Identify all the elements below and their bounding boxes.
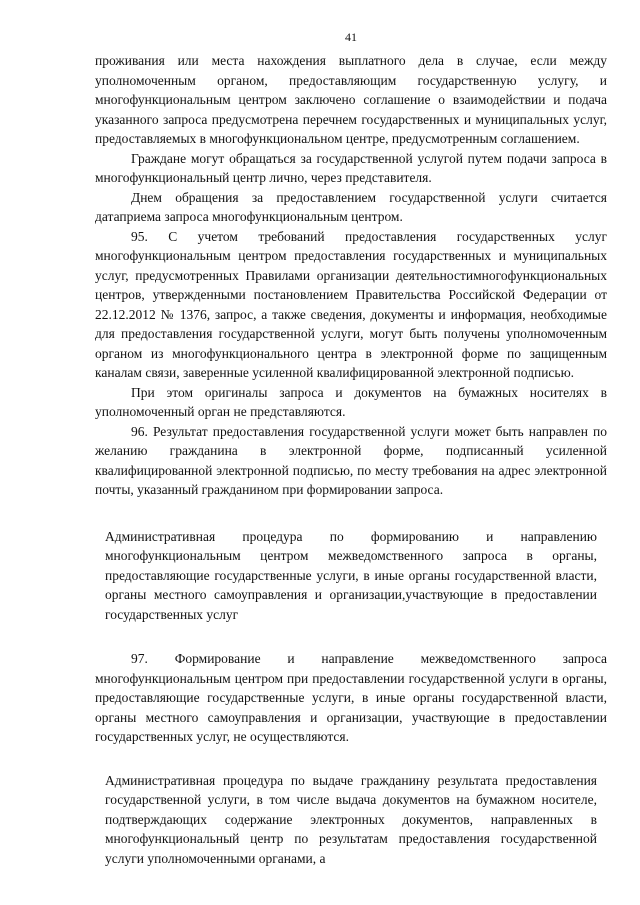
paragraph-request-date: Днем обращения за предоставлением государственной услуги считается датаприема запроса многофункциональным центром.: [95, 189, 607, 224]
paragraph-97: 97. Формирование и направление межведомственного запроса многофункциональным центром при предоставлении государственной услуги в органы, предоставляющие государственные услуги, в иные органы государственной власти, органы местного самоуправления и организации, участвующие в предоставлении государственных услуг, не осуществляются.: [95, 651, 607, 744]
page-number: 41: [345, 30, 357, 44]
document-body: [95, 51, 607, 868]
paragraph-continuation: проживания или места нахождения выплатного дела в случае, если между уполномоченным органом, предоставляющим государственную услугу, и многофункциональным центром заключено соглашение о взаимодействии и подача указанного запроса предусмотрена перечнем государственных и муниципальных услуг, предоставляемых в многофункциональном центре, предусмотренным соглашением.: [95, 53, 607, 146]
paragraph-96: 96. Результат предоставления государственной услуги может быть направлен по желанию гражданина в электронной форме, подписанный усиленной квалифицированной электронной подписью, по месту требования на адрес электронной почты, указанный гражданином при формировании запроса.: [95, 423, 607, 497]
paragraph-originals: При этом оригиналы запроса и документов на бумажных носителях в уполномоченный орган не представляются.: [95, 384, 607, 419]
paragraph-applicants: Граждане могут обращаться за государственной услугой путем подачи запроса в многофункциональный центр лично, через представителя.: [95, 150, 607, 185]
document-page: [95, 0, 607, 905]
section-heading-interagency-request: Административная процедура по формированию и направлению многофункциональным центром межведомственного запроса в органы, предоставляющие государственные услуги, в иные органы государственной власти, органы местного самоуправления и организации,участвующие в предоставлении государственных услуг: [105, 528, 597, 622]
paragraph-95: 95. С учетом требований предоставления государственных услуг многофункциональным центром предоставления государственных и муниципальных услуг, предусмотренных Правилами организации деятельностимногофункциональных центров, утвержденными постановлением Правительства Российской Федерации от 22.12.2012 № 1376, запрос, а также сведения, документы и информация, необходимые для предоставления государственной услуги, могут быть получены уполномоченным органом из многофункционального центра в электронной форме по защищенным каналам связи, заверенные усиленной квалифицированной электронной подписью.: [95, 228, 607, 380]
section-heading-result-issuance: Административная процедура по выдаче гражданину результата предоставления государственной услуги, в том числе выдача документов на бумажном носителе, подтверждающих содержание электронных документов, направленных в многофункциональный центр по результатам предоставления государственной услуги уполномоченными органами, а: [105, 772, 597, 866]
